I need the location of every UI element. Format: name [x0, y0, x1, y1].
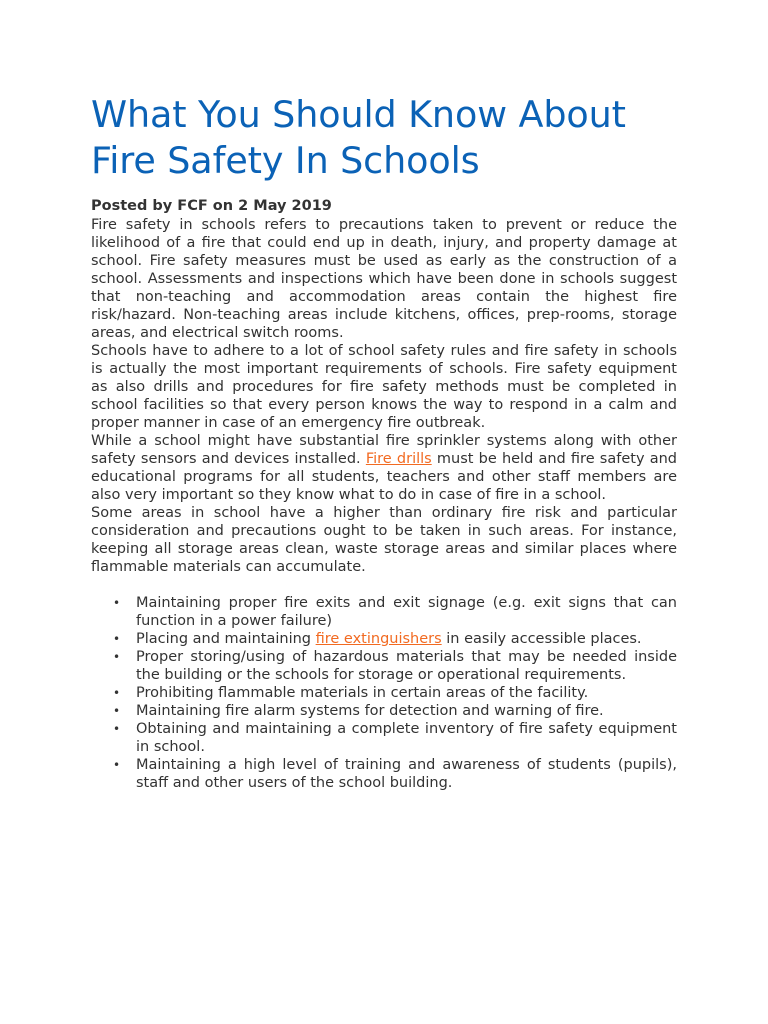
list-item-text: Maintaining a high level of training and awareness of students (pupils), staff and other users of the school building. — [136, 757, 677, 791]
post-byline: Posted by FCF on 2 May 2019 — [91, 198, 332, 214]
list-item-text: Maintaining proper fire exits and exit signage (e.g. exit signs that can function in a power failure) — [136, 595, 677, 629]
list-item-text: Prohibiting flammable materials in certain areas of the facility. — [136, 685, 589, 701]
paragraph-text: While a school might have substantial fire sprinkler systems along with other safety sensors and devices installed. — [91, 433, 677, 467]
list-item — [113, 702, 677, 720]
bullet-icon: • — [113, 596, 121, 610]
fire-drills-link[interactable]: Fire drills — [365, 451, 432, 467]
list-item-text: Proper storing/using of hazardous materials that may be needed inside the building or the schools for storage or operational requirements. — [136, 649, 677, 683]
fire-extinguishers-link[interactable]: fire extinguishers — [315, 631, 442, 647]
list-item-text: Maintaining fire alarm systems for detection and warning of fire. — [136, 703, 604, 719]
bullet-icon: • — [113, 686, 121, 700]
list-item-text: Placing and maintaining — [136, 631, 316, 647]
paragraph-rules: Schools have to adhere to a lot of school safety rules and fire safety in schools is actually the most important requirements of schools. Fire safety equipment as also drills and procedures for fire safety methods must be completed in school facilities so that every person knows the way to respond in a calm and proper manner in case of an emergency fire outbreak. — [91, 343, 677, 431]
list-item — [113, 648, 677, 684]
list-item — [113, 630, 677, 648]
bullet-icon: • — [113, 722, 121, 736]
bullet-icon: • — [113, 704, 121, 718]
bullet-icon: • — [113, 650, 121, 664]
list-item — [113, 756, 677, 792]
page-title: What You Should Know About Fire Safety In Schools — [91, 93, 626, 182]
bullet-icon: • — [113, 632, 121, 646]
precautions-list — [91, 594, 677, 792]
paragraph-intro: Fire safety in schools refers to precautions taken to prevent or reduce the likelihood of a fire that could end up in death, injury, and property damage at school. Fire safety measures must be used as early as the construction of a school. Assessments and inspections which have been done in schools suggest that non-teaching and accommodation areas contain the highest fire risk/hazard. Non-teaching areas include kitchens, offices, prep-rooms, storage areas, and electrical switch rooms. — [91, 217, 677, 341]
article — [91, 92, 677, 792]
list-item — [113, 594, 677, 630]
bullet-icon: • — [113, 758, 121, 772]
paragraph-sprinklers — [91, 432, 677, 504]
list-item — [113, 720, 677, 756]
paragraph-text: must be held and fire safety and educational programs for all students, teachers and other staff members are also very important so they know what to do in case of fire in a school. — [91, 451, 677, 503]
list-item-text: in easily accessible places. — [441, 631, 642, 647]
list-item-text: Obtaining and maintaining a complete inventory of fire safety equipment in school. — [136, 721, 677, 755]
paragraph-risk-areas: Some areas in school have a higher than ordinary fire risk and particular consideration and precautions ought to be taken in such areas. For instance, keeping all storage areas clean, waste storage areas and similar places where flammable materials can accumulate. — [91, 505, 677, 575]
list-item — [113, 684, 677, 702]
